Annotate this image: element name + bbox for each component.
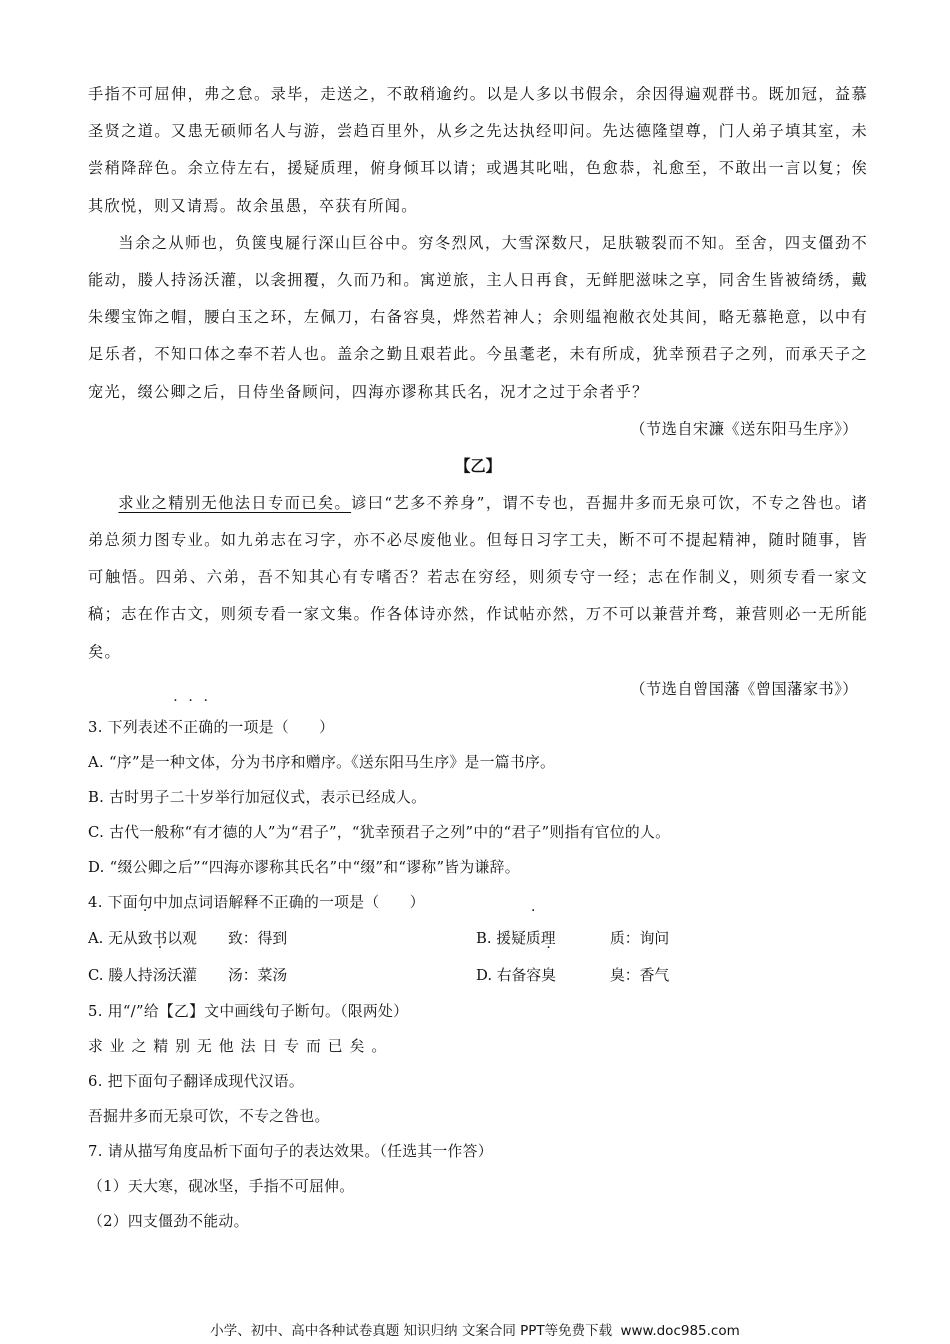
question-5: [88, 994, 868, 1064]
page-footer: [0, 1322, 950, 1340]
passage-jia-paragraph-1: 手指不可屈伸，弗之怠。录毕，走送之，不敢稍逾约。以是人多以书假余，余因得遍观群书。既加冠，益慕圣贤之道。又患无硕师名人与游，尝趋百里外，从乡之先达执经叩问。先达德隆望尊，门人弟子填其室，未尝稍降辞色。余立侍左右，援疑质理，俯身倾耳以请；或遇其叱咄，色愈恭，礼愈至，不敢出一言以复；俟其欣悦，则又请焉。故余虽愚，卒获有所闻。: [88, 85, 868, 215]
footer-link[interactable]: www.doc985.com: [620, 1323, 740, 1339]
emphasis-dot-char: 汤: [152, 966, 168, 984]
question-5-sentence: 求业之精别无他法日专而已矣。: [88, 1037, 394, 1055]
question-4-option-d: D. 右备容臭 臭：香气: [476, 957, 864, 994]
document-page: [88, 76, 868, 1239]
option-b-gloss: 质：询问: [610, 929, 670, 947]
question-4-options-row-1: [88, 920, 868, 957]
question-4-options-row-2: [88, 957, 868, 994]
option-d-gloss: 臭：香气: [610, 966, 670, 984]
emphasis-dot-char: 正: [183, 718, 199, 736]
question-3: [88, 710, 868, 885]
question-6: [88, 1064, 868, 1134]
passage-yi-body: 谚曰“艺多不养身”，谓不专也，吾掘井多而无泉可饮，不专之咎也。诸弟总须力图专业。如九弟志在习字，亦不必尽废他业。但每日习字工夫，断不可不提起精神，随时随事，皆可触悟。四弟、六弟，吾不知其心有专嗜否？若志在穷经，则须专守一经；志在作制义，则须专看一家文稿；志在作古文，则须专看一家文集。作各体诗亦然，作试帖亦然，万不可以兼营并骛，兼营则必一无所能矣。: [88, 493, 868, 661]
passage-yi-underlined-sentence: 求业之精别无他法日专而已矣。: [118, 493, 352, 512]
passage-jia-paragraph-2: 当余之从师也，负箧曳屣行深山巨谷中。穷冬烈风，大雪深数尺，足肤皲裂而不知。至舍，四支僵劲不能动，媵人持汤沃灌，以衾拥覆，久而乃和。寓逆旅，主人日再食，无鲜肥滋味之享，同舍生皆被绮绣，戴朱缨宝饰之帽，腰白玉之环，左佩刀，右备容臭，烨然若神人；余则缊袍敝衣处其间，略无慕艳意，以中有足乐者，不知口体之奉不若人也。盖余之勤且艰若此。今虽耄老，未有所成，犹幸预君子之列，而承天子之宠光，缀公卿之后，日侍坐备顾问，四海亦谬称其氏名，况才之过于余者乎？: [88, 233, 868, 401]
question-5-stem: 5. 用“/”给【乙】文中画线句子断句。（限两处）: [88, 1002, 409, 1020]
passage-yi-paragraph: [88, 485, 868, 671]
question-3-option-d: D. “缀公卿之后”“四海亦谬称其氏名”中“缀”和“谬称”皆为谦辞。: [88, 858, 520, 876]
emphasis-dot-char: 不: [168, 718, 184, 736]
emphasis-dot-char: 确: [198, 718, 214, 736]
passage-yi-source: （节选自曾国藩《曾国藩家书》）: [630, 679, 858, 698]
question-4-option-a: A. 无从致书以观 致：得到: [88, 920, 476, 957]
question-7: [88, 1134, 868, 1239]
question-4-option-c: C. 媵人持汤沃灌 汤：菜汤: [88, 957, 476, 994]
question-7-stem: 7. 请从描写角度品析下面句子的表达效果。（任选其一作答）: [88, 1142, 493, 1160]
passage-jia-source: （节选自宋濂《送东阳马生序》）: [630, 419, 858, 438]
question-7-sentence-1: （1）天大寒，砚冰坚，手指不可屈伸。: [88, 1177, 355, 1195]
question-4: [88, 885, 868, 994]
question-4-option-b: B. 援疑质理 质：询问: [476, 920, 864, 957]
emphasis-dot-char: 质: [525, 929, 541, 947]
question-3-option-a: A. “序”是一种文体，分为书序和赠序。《送东阳马生序》是一篇书序。: [88, 753, 556, 771]
question-4-stem: 4. 下面句中加点词语解释不正确的一项是（ ）: [88, 893, 425, 911]
question-6-sentence: 吾掘井多而无泉可饮，不专之咎也。: [88, 1107, 330, 1125]
option-c-gloss: 汤：菜汤: [228, 966, 288, 984]
question-3-option-b: B. 古时男子二十岁举行加冠仪式，表示已经成人。: [88, 788, 427, 806]
question-3-stem: 3. 下列表述不正确的一项是（ ）: [88, 710, 868, 745]
passage-yi-heading: 【乙】: [455, 456, 501, 475]
question-3-option-c: C. 古代一般称“有才德的人”为“君子”，“犹幸预君子之列”中的“君子”则指有官位的人。: [88, 823, 671, 841]
emphasis-dot-char: 致: [137, 929, 153, 947]
footer-text: 小学、初中、高中各种试卷真题 知识归纳 文案合同 PPT等免费下载: [210, 1323, 613, 1339]
question-6-stem: 6. 把下面句子翻译成现代汉语。: [88, 1072, 304, 1090]
option-a-gloss: 致：得到: [228, 929, 288, 947]
emphasis-dot-char: 臭: [541, 966, 556, 984]
question-7-sentence-2: （2）四支僵劲不能动。: [88, 1212, 249, 1230]
